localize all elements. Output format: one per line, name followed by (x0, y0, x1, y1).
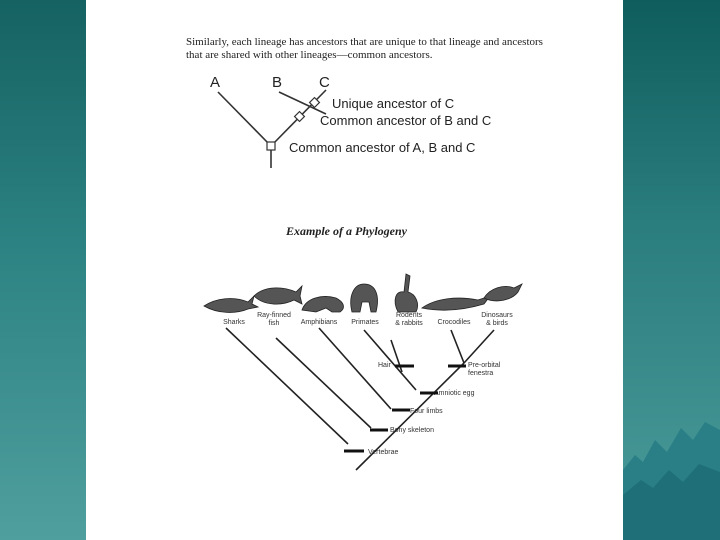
trait-hair-label: Hair (378, 362, 391, 369)
amphibian-illustration (302, 297, 343, 313)
branch-amphibians (319, 328, 391, 409)
branch-ray-finned-fish (276, 338, 371, 428)
leaf-b-label: B (272, 74, 283, 91)
unique-ancestor-c-label: Unique ancestor of C (332, 96, 455, 111)
common-ancestor-abc-label: Common ancestor of A, B and C (289, 140, 476, 155)
rabbit-illustration (395, 274, 417, 312)
taxon-dinosaurs-label: Dinosaurs & birds (481, 312, 513, 327)
intro-text: Similarly, each lineage has ancestors that are unique to that lineage and ancestors that are shared with other lineages—common ancestors. (186, 36, 543, 61)
taxon-crocodiles-label: Crocodiles (437, 319, 471, 326)
animal-illustrations (204, 274, 522, 312)
branch-a (218, 92, 271, 146)
shark-illustration (204, 296, 258, 312)
branch-dinosaurs (464, 330, 494, 363)
diagram-lines (86, 0, 623, 540)
left-teal-margin (0, 0, 86, 540)
taxon-amphibians-label: Amphibians (300, 319, 338, 326)
trait-four-limbs-label: Four limbs (410, 408, 443, 415)
taxon-rodents-label: Rodents & rabbits (395, 312, 423, 327)
crocodile-illustration (422, 296, 490, 310)
branch-primates (364, 330, 416, 390)
branch-crocodiles (451, 330, 464, 363)
phylogeny-branches (226, 328, 494, 470)
bird-illustration (484, 284, 522, 301)
decorative-mountains (623, 400, 720, 540)
phylogeny-title: Example of a Phylogeny (286, 224, 407, 238)
trait-vertebrae-label: Vertebrae (368, 449, 399, 456)
trait-preorbital-label: Pre-orbital fenestra (468, 362, 501, 377)
marker-common-abc (267, 142, 275, 150)
taxon-ray-finned-fish-label: Ray-finned fish (257, 312, 291, 327)
taxon-primates-label: Primates (351, 319, 379, 326)
taxon-sharks-label: Sharks (223, 319, 245, 326)
leaf-a-label: A (210, 74, 221, 91)
common-ancestor-bc-label: Common ancestor of B and C (320, 113, 492, 128)
leaf-c-label: C (319, 74, 330, 91)
main-trunk (356, 363, 464, 470)
document-page (86, 0, 623, 540)
trait-bony-skeleton-label: Bony skeleton (390, 427, 434, 434)
branch-sharks (226, 328, 348, 444)
primate-illustration (351, 284, 378, 312)
fish-illustration (254, 286, 302, 304)
trait-amniotic-egg-label: Amniotic egg (434, 390, 475, 397)
